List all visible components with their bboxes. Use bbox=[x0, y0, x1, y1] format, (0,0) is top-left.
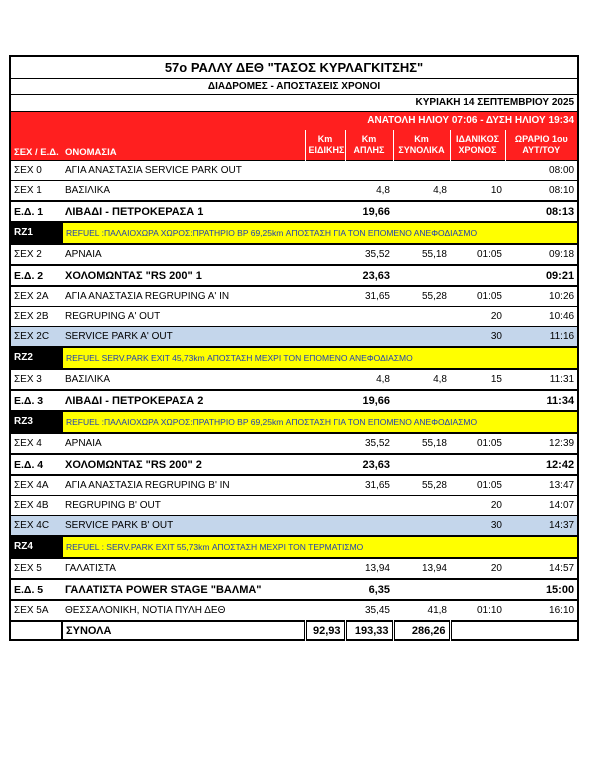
col-name-header: ΟΝΟΜΑΣΙΑ bbox=[62, 130, 305, 161]
tc-km-liaison bbox=[345, 516, 393, 537]
tc-km-special bbox=[305, 161, 345, 181]
tc-ideal-time: 01:05 bbox=[450, 286, 505, 307]
stage-empty bbox=[393, 201, 505, 222]
tc-schedule-time: 13:47 bbox=[505, 475, 578, 496]
tc-km-total: 55,18 bbox=[393, 433, 450, 454]
tc-ideal-time: 10 bbox=[450, 181, 505, 202]
tc-km-special bbox=[305, 286, 345, 307]
table-bottom-border bbox=[10, 640, 578, 642]
tc-km-total: 4,8 bbox=[393, 181, 450, 202]
tc-schedule-time: 14:37 bbox=[505, 516, 578, 537]
tc-km-total bbox=[393, 327, 450, 348]
special-stage-row bbox=[10, 579, 578, 600]
tc-name: ΓΑΛΑΤΙΣΤΑ bbox=[62, 558, 305, 579]
col-km-total-header: Km ΣΥΝΟΛΙΚΑ bbox=[393, 130, 450, 161]
tc-km-liaison: 4,8 bbox=[345, 181, 393, 202]
column-header-row bbox=[10, 130, 578, 161]
tc-schedule-time: 14:07 bbox=[505, 496, 578, 516]
stage-code: Ε.Δ. 2 bbox=[10, 265, 62, 286]
refuel-zone-text: REFUEL :ΠΑΛΑΙΟΧΩΡΑ ΧΩΡΟΣ:ΠΡΑΤΗΡΙΟ BP 69,25km ΑΠΟΣΤΑΣΗ ΓΙΑ ΤΟΝ ΕΠΟΜΕΝΟ ΑΝΕΦΟΔΙΑΣΜΟ bbox=[62, 222, 578, 244]
tc-code: ΣΕΧ 2Α bbox=[10, 286, 62, 307]
stage-empty bbox=[393, 390, 505, 411]
tc-code: ΣΕΧ 2C bbox=[10, 327, 62, 348]
totals-empty-2 bbox=[505, 621, 578, 640]
tc-km-liaison: 4,8 bbox=[345, 369, 393, 390]
tc-km-special bbox=[305, 244, 345, 265]
tc-name: ΑΓΙΑ ΑΝΑΣΤΑΣΙΑ SERVICE PARK OUT bbox=[62, 161, 305, 181]
tc-schedule-time: 11:16 bbox=[505, 327, 578, 348]
tc-km-liaison: 31,65 bbox=[345, 475, 393, 496]
tc-km-special bbox=[305, 496, 345, 516]
stage-time: 08:13 bbox=[505, 201, 578, 222]
tc-code: ΣΕΧ 4Α bbox=[10, 475, 62, 496]
stage-km-special: 23,63 bbox=[305, 265, 393, 286]
stage-name: ΓΑΛΑΤΙΣΤΑ POWER STAGE "ΒΑΛΜΑ" bbox=[62, 579, 305, 600]
time-control-row bbox=[10, 327, 578, 348]
stage-empty bbox=[393, 265, 505, 286]
tc-code: ΣΕΧ 4C bbox=[10, 516, 62, 537]
tc-schedule-time: 10:26 bbox=[505, 286, 578, 307]
tc-km-total: 4,8 bbox=[393, 369, 450, 390]
tc-ideal-time: 01:05 bbox=[450, 475, 505, 496]
time-control-row bbox=[10, 496, 578, 516]
totals-empty-1 bbox=[450, 621, 505, 640]
totals-km-total: 286,26 bbox=[393, 621, 450, 640]
stage-code: Ε.Δ. 3 bbox=[10, 390, 62, 411]
tc-km-total: 55,18 bbox=[393, 244, 450, 265]
tc-km-liaison bbox=[345, 496, 393, 516]
tc-code: ΣΕΧ 0 bbox=[10, 161, 62, 181]
tc-km-liaison: 35,45 bbox=[345, 600, 393, 621]
tc-km-total: 41,8 bbox=[393, 600, 450, 621]
stage-km-special: 19,66 bbox=[305, 390, 393, 411]
stage-time: 09:21 bbox=[505, 265, 578, 286]
tc-km-total bbox=[393, 496, 450, 516]
tc-km-total: 55,28 bbox=[393, 475, 450, 496]
tc-name: ΑΓΙΑ ΑΝΑΣΤΑΣΙΑ REGRUPING A' IN bbox=[62, 286, 305, 307]
stage-km-special: 23,63 bbox=[305, 454, 393, 475]
tc-km-special bbox=[305, 181, 345, 202]
tc-km-liaison bbox=[345, 307, 393, 327]
tc-km-liaison: 35,52 bbox=[345, 244, 393, 265]
tc-km-special bbox=[305, 558, 345, 579]
stage-code: Ε.Δ. 4 bbox=[10, 454, 62, 475]
stage-time: 12:42 bbox=[505, 454, 578, 475]
time-control-row bbox=[10, 433, 578, 454]
tc-km-special bbox=[305, 600, 345, 621]
tc-km-total bbox=[393, 516, 450, 537]
tc-name: REGRUPING A' OUT bbox=[62, 307, 305, 327]
stage-time: 15:00 bbox=[505, 579, 578, 600]
subtitle-row bbox=[10, 79, 578, 95]
tc-name: ΘΕΣΣΑΛΟΝΙΚΗ, ΝΟΤΙΑ ΠΥΛΗ ΔΕΘ bbox=[62, 600, 305, 621]
tc-km-liaison bbox=[345, 327, 393, 348]
stage-km-special: 19,66 bbox=[305, 201, 393, 222]
tc-ideal-time: 15 bbox=[450, 369, 505, 390]
refuel-zone-text: REFUEL : SERV.PARK EXIT 55,73km ΑΠΟΣΤΑΣΗ ΜΕΧΡΙ ΤΟΝ ΤΕΡΜΑΤΙΣΜΟ bbox=[62, 536, 578, 558]
tc-name: SERVICE PARK B' OUT bbox=[62, 516, 305, 537]
time-control-row bbox=[10, 307, 578, 327]
refuel-row bbox=[10, 222, 578, 244]
tc-name: ΑΓΙΑ ΑΝΑΣΤΑΣΙΑ REGRUPING B' IN bbox=[62, 475, 305, 496]
tc-km-special bbox=[305, 327, 345, 348]
refuel-zone-text: REFUEL SERV.PARK EXIT 45,73km ΑΠΟΣΤΑΣΗ ΜΕΧΡΙ ΤΟΝ ΕΠΟΜΕΝΟ ΑΝΕΦΟΔΙΑΣΜΟ bbox=[62, 347, 578, 369]
totals-spacer bbox=[10, 621, 62, 640]
tc-schedule-time: 14:57 bbox=[505, 558, 578, 579]
tc-km-liaison bbox=[345, 161, 393, 181]
tc-code: ΣΕΧ 5 bbox=[10, 558, 62, 579]
tc-schedule-time: 16:10 bbox=[505, 600, 578, 621]
time-control-row bbox=[10, 600, 578, 621]
refuel-row bbox=[10, 411, 578, 433]
stage-time: 11:34 bbox=[505, 390, 578, 411]
tc-ideal-time: 30 bbox=[450, 516, 505, 537]
tc-km-total: 55,28 bbox=[393, 286, 450, 307]
tc-km-liaison: 13,94 bbox=[345, 558, 393, 579]
tc-km-special bbox=[305, 307, 345, 327]
tc-name: ΑΡΝΑΙΑ bbox=[62, 433, 305, 454]
tc-km-special bbox=[305, 516, 345, 537]
refuel-row bbox=[10, 536, 578, 558]
stage-empty bbox=[393, 454, 505, 475]
stage-code: Ε.Δ. 5 bbox=[10, 579, 62, 600]
refuel-zone-code: RZ4 bbox=[10, 536, 62, 558]
time-control-row bbox=[10, 244, 578, 265]
tc-km-total bbox=[393, 161, 450, 181]
itinerary-table bbox=[9, 55, 579, 642]
stage-empty bbox=[393, 579, 505, 600]
sun-row bbox=[10, 112, 578, 131]
title-row bbox=[10, 56, 578, 79]
tc-name: ΑΡΝΑΙΑ bbox=[62, 244, 305, 265]
tc-name: REGRUPING B' OUT bbox=[62, 496, 305, 516]
special-stage-row bbox=[10, 390, 578, 411]
tc-name: SERVICE PARK A' OUT bbox=[62, 327, 305, 348]
col-ideal-time-header: ΙΔΑΝΙΚΟΣ ΧΡΟΝΟΣ bbox=[450, 130, 505, 161]
event-date: ΚΥΡΙΑΚΗ 14 ΣΕΠΤΕΜΒΡΙΟΥ 2025 bbox=[10, 95, 578, 112]
stage-name: ΛΙΒΑΔΙ - ΠΕΤΡΟΚΕΡΑΣΑ 1 bbox=[62, 201, 305, 222]
tc-code: ΣΕΧ 2Β bbox=[10, 307, 62, 327]
stage-name: ΛΙΒΑΔΙ - ΠΕΤΡΟΚΕΡΑΣΑ 2 bbox=[62, 390, 305, 411]
special-stage-row bbox=[10, 201, 578, 222]
col-km-liaison-header: Km ΑΠΛΗΣ bbox=[345, 130, 393, 161]
time-control-row bbox=[10, 286, 578, 307]
tc-km-total: 13,94 bbox=[393, 558, 450, 579]
tc-schedule-time: 10:46 bbox=[505, 307, 578, 327]
tc-schedule-time: 11:31 bbox=[505, 369, 578, 390]
refuel-zone-text: REFUEL :ΠΑΛΑΙΟΧΩΡΑ ΧΩΡΟΣ:ΠΡΑΤΗΡΙΟ BP 69,25km ΑΠΟΣΤΑΣΗ ΓΙΑ ΤΟΝ ΕΠΟΜΕΝΟ ΑΝΕΦΟΔΙΑΣΜΟ bbox=[62, 411, 578, 433]
stage-code: Ε.Δ. 1 bbox=[10, 201, 62, 222]
stage-km-special: 6,35 bbox=[305, 579, 393, 600]
stage-name: ΧΟΛΟΜΩΝΤΑΣ "RS 200" 2 bbox=[62, 454, 305, 475]
time-control-row bbox=[10, 516, 578, 537]
tc-name: ΒΑΣΙΛΙΚΑ bbox=[62, 369, 305, 390]
tc-schedule-time: 12:39 bbox=[505, 433, 578, 454]
itinerary-sheet bbox=[9, 55, 577, 642]
tc-schedule-time: 08:10 bbox=[505, 181, 578, 202]
page-subtitle: ΔΙΑΔΡΟΜΕΣ - ΑΠΟΣΤΑΣΕΙΣ ΧΡΟΝΟΙ bbox=[10, 79, 578, 95]
time-control-row bbox=[10, 475, 578, 496]
page-title: 57ο ΡΑΛΛΥ ΔΕΘ "ΤΑΣΟΣ ΚΥΡΛΑΓΚΙΤΣΗΣ" bbox=[10, 56, 578, 79]
refuel-zone-code: RZ2 bbox=[10, 347, 62, 369]
totals-km-special: 92,93 bbox=[305, 621, 345, 640]
time-control-row bbox=[10, 181, 578, 202]
col-km-special-header: Km ΕΙΔΙΚΗΣ bbox=[305, 130, 345, 161]
tc-code: ΣΕΧ 5Α bbox=[10, 600, 62, 621]
tc-km-special bbox=[305, 433, 345, 454]
col-schedule-header: ΩΡΑΡΙΟ 1ου ΑΥΤ/ΤΟΥ bbox=[505, 130, 578, 161]
refuel-zone-code: RZ1 bbox=[10, 222, 62, 244]
special-stage-row bbox=[10, 454, 578, 475]
totals-km-liaison: 193,33 bbox=[345, 621, 393, 640]
tc-ideal-time: 01:05 bbox=[450, 433, 505, 454]
tc-ideal-time: 20 bbox=[450, 558, 505, 579]
col-code-header: ΣΕΧ / Ε.Δ. bbox=[10, 130, 62, 161]
tc-ideal-time: 30 bbox=[450, 327, 505, 348]
tc-name: ΒΑΣΙΛΙΚΑ bbox=[62, 181, 305, 202]
time-control-row bbox=[10, 161, 578, 181]
totals-row bbox=[10, 621, 578, 640]
refuel-row bbox=[10, 347, 578, 369]
bottom-border bbox=[10, 640, 578, 642]
tc-schedule-time: 09:18 bbox=[505, 244, 578, 265]
tc-km-liaison: 35,52 bbox=[345, 433, 393, 454]
tc-code: ΣΕΧ 4Β bbox=[10, 496, 62, 516]
tc-km-special bbox=[305, 475, 345, 496]
tc-code: ΣΕΧ 2 bbox=[10, 244, 62, 265]
tc-ideal-time: 20 bbox=[450, 496, 505, 516]
sunrise-sunset: ΑΝΑΤΟΛΗ ΗΛΙΟΥ 07:06 - ΔΥΣΗ ΗΛΙΟΥ 19:34 bbox=[10, 112, 578, 131]
tc-km-liaison: 31,65 bbox=[345, 286, 393, 307]
tc-code: ΣΕΧ 1 bbox=[10, 181, 62, 202]
special-stage-row bbox=[10, 265, 578, 286]
stage-name: ΧΟΛΟΜΩΝΤΑΣ "RS 200" 1 bbox=[62, 265, 305, 286]
time-control-row bbox=[10, 558, 578, 579]
date-row bbox=[10, 95, 578, 112]
tc-ideal-time: 20 bbox=[450, 307, 505, 327]
tc-ideal-time: 01:10 bbox=[450, 600, 505, 621]
tc-ideal-time: 01:05 bbox=[450, 244, 505, 265]
tc-ideal-time bbox=[450, 161, 505, 181]
tc-km-total bbox=[393, 307, 450, 327]
tc-km-special bbox=[305, 369, 345, 390]
totals-label: ΣΥΝΟΛΑ bbox=[62, 621, 305, 640]
time-control-row bbox=[10, 369, 578, 390]
tc-code: ΣΕΧ 4 bbox=[10, 433, 62, 454]
tc-schedule-time: 08:00 bbox=[505, 161, 578, 181]
refuel-zone-code: RZ3 bbox=[10, 411, 62, 433]
tc-code: ΣΕΧ 3 bbox=[10, 369, 62, 390]
